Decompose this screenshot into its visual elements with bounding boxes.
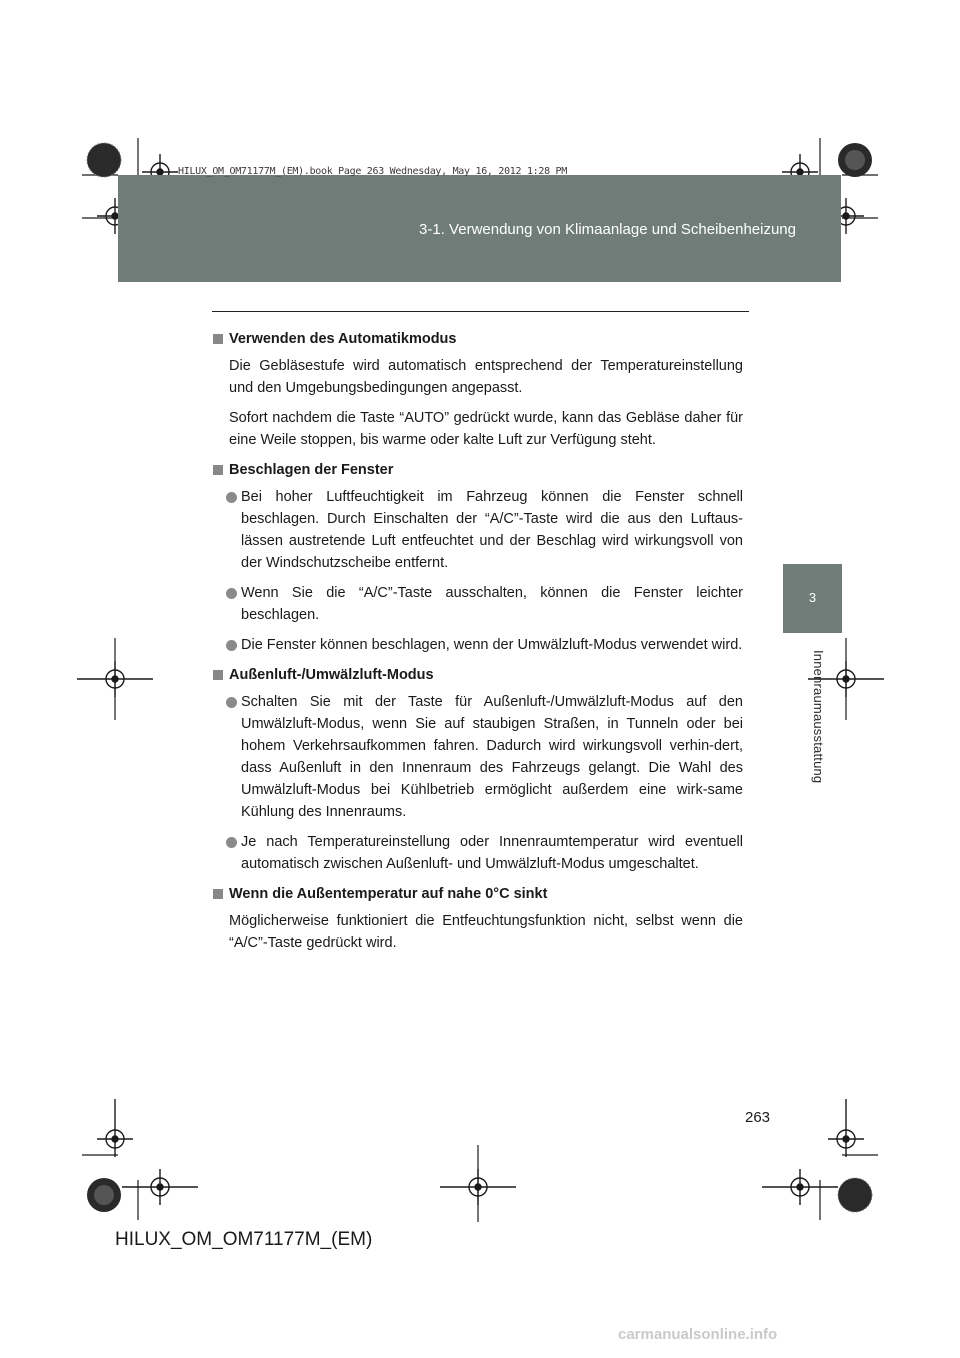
chapter-tab [783, 564, 842, 633]
list-item: Bei hoher Luftfeuchtigkeit im Fahrzeug können die Fenster schnell beschlagen. Durch Einschalten der “A/C”-Taste wird die aus den Luftaus-lässen austretende Luft entfeuchtet und der Beschlag wird wirkungsvoll von der Windschutzscheibe entfernt. [213, 486, 743, 574]
paragraph: Sofort nachdem die Taste “AUTO” gedrückt wurde, kann das Gebläse daher für eine Weile stoppen, bis warme oder kalte Luft zur Verfügung steht. [229, 410, 743, 448]
paragraph: Möglicherweise funktioniert die Entfeuchtungsfunktion nicht, selbst wenn die “A/C”-Taste gedrückt wird. [229, 913, 743, 951]
chapter-header-band [118, 175, 841, 282]
list-item: Schalten Sie mit der Taste für Außenluft-/Umwälzluft-Modus auf den Umwälzluft-Modus, wenn Sie auf staubigen Straßen, in Tunneln oder bei hohem Verkehrsaufkommen fahren. Dadurch wird wirkungsvoll verhin-dert, dass Außenluft in den Innenraum des Fahrzeugs gelangt. Die Wahl des Umwälzluft-Modus bei Kühlbetrieb ermöglicht außerdem eine wirk-same Kühlung des Innenraums. [213, 691, 743, 823]
square-bullet-icon [213, 889, 223, 899]
section-title: 3-1. Verwendung von Klimaanlage und Scheibenheizung [419, 221, 796, 238]
section-low-temperature [213, 883, 743, 954]
chapter-label: Innenraumausstattung [811, 650, 826, 784]
section-heading: Verwenden des Automatikmodus [213, 328, 743, 350]
paragraph: Die Gebläsestufe wird automatisch entsprechend der Temperatureinstellung und den Umgebungsbedingungen angepasst. [229, 358, 743, 396]
section-heading: Außenluft-/Umwälzluft-Modus [213, 664, 743, 686]
square-bullet-icon [213, 465, 223, 475]
page-number: 263 [745, 1109, 771, 1126]
section-automatic-mode [213, 328, 743, 451]
round-bullet-icon [226, 588, 237, 599]
list-item: Die Fenster können beschlagen, wenn der Umwälzluft-Modus verwendet wird. [213, 634, 743, 656]
round-bullet-icon [226, 492, 237, 503]
section-heading: Beschlagen der Fenster [213, 459, 743, 481]
section-window-fogging [213, 459, 743, 656]
body-content [213, 328, 743, 962]
chapter-number: 3 [808, 590, 817, 605]
round-bullet-icon [226, 697, 237, 708]
watermark: carmanualsonline.info [618, 1326, 778, 1343]
round-bullet-icon [226, 837, 237, 848]
round-bullet-icon [226, 640, 237, 651]
square-bullet-icon [213, 670, 223, 680]
top-divider [212, 311, 749, 312]
section-air-mode [213, 664, 743, 875]
list-item: Je nach Temperatureinstellung oder Innenraumtemperatur wird eventuell automatisch zwischen Außenluft- und Umwälzluft-Modus umgeschaltet. [213, 831, 743, 875]
square-bullet-icon [213, 334, 223, 344]
section-heading: Wenn die Außentemperatur auf nahe 0°C sinkt [213, 883, 743, 905]
list-item: Wenn Sie die “A/C”-Taste ausschalten, können die Fenster leichter beschlagen. [213, 582, 743, 626]
file-stamp: HILUX_OM_OM71177M_(EM).book Page 263 Wednesday, May 16, 2012 1:28 PM [178, 166, 567, 177]
document-code: HILUX_OM_OM71177M_(EM) [115, 1229, 373, 1250]
